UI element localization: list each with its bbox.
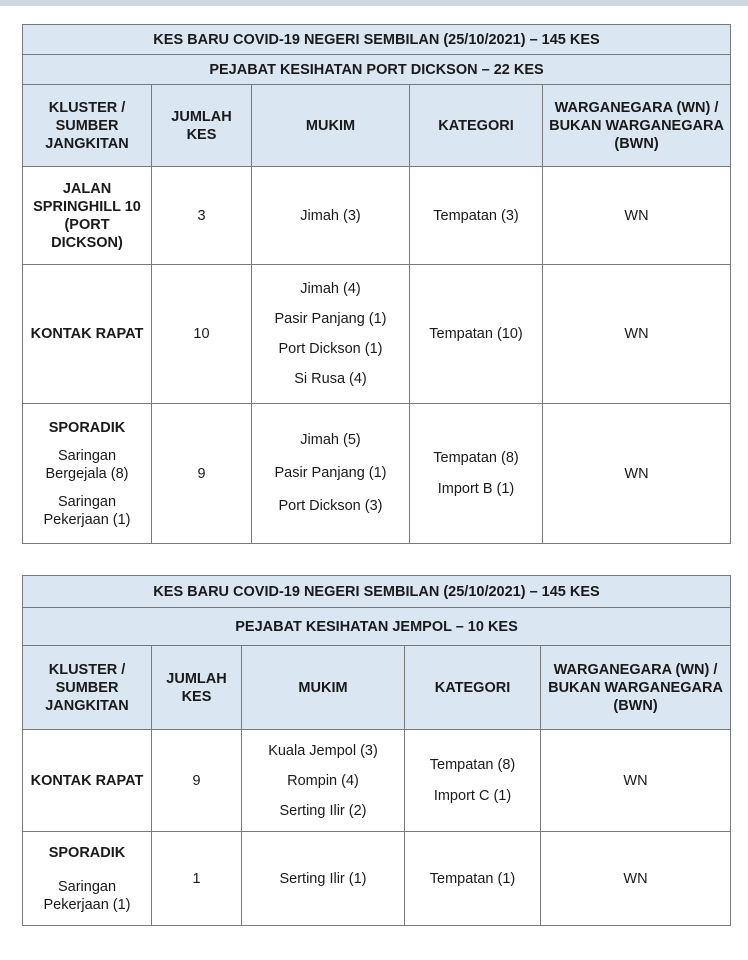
table-row: [23, 265, 731, 404]
cluster-cell: [23, 167, 152, 265]
kategori-item: Tempatan (8): [433, 449, 519, 466]
cluster-name: SPORADIK: [48, 844, 126, 861]
mukim-item: Pasir Panjang (1): [274, 465, 387, 481]
header-mukim: MUKIM: [252, 85, 410, 167]
mukim-item: Serting Ilir (1): [279, 870, 367, 887]
mukim-cell: [252, 167, 410, 265]
kategori-cell: [405, 832, 541, 926]
kategori-item: Import C (1): [433, 787, 512, 804]
mukim-item: Jimah (3): [300, 207, 361, 224]
cluster-name: KONTAK RAPAT: [30, 326, 144, 342]
mukim-item: Si Rusa (4): [294, 371, 367, 387]
header-kategori: KATEGORI: [410, 85, 543, 167]
table-title: KES BARU COVID-19 NEGERI SEMBILAN (25/10/2021) – 145 KES: [23, 576, 731, 608]
mukim-cell: [242, 730, 405, 832]
cluster-cell: [23, 730, 152, 832]
mukim-cell: [252, 404, 410, 544]
warganegara-cell: WN: [543, 404, 731, 544]
jumlah-cell: 9: [152, 404, 252, 544]
warganegara-cell: WN: [543, 167, 731, 265]
table-row: [23, 730, 731, 832]
mukim-cell: [242, 832, 405, 926]
header-mukim: MUKIM: [242, 646, 405, 730]
kategori-cell: [410, 265, 543, 404]
kategori-item: Tempatan (10): [429, 326, 523, 342]
mukim-item: Jimah (5): [300, 432, 361, 448]
kategori-cell: [410, 404, 543, 544]
cluster-name: JALAN SPRINGHILL 10 (PORT DICKSON): [33, 180, 141, 251]
mukim-item: Rompin (4): [287, 772, 359, 789]
top-edge-strip: [0, 0, 748, 6]
mukim-item: Jimah (4): [300, 281, 361, 297]
cluster-cell: [23, 404, 152, 544]
kategori-item: Tempatan (1): [429, 870, 516, 887]
mukim-cell: [252, 265, 410, 404]
cluster-cell: [23, 832, 152, 926]
table-row: [23, 832, 731, 926]
office-title: PEJABAT KESIHATAN JEMPOL – 10 KES: [23, 608, 731, 646]
kategori-cell: [405, 730, 541, 832]
kategori-item: Tempatan (8): [429, 756, 516, 773]
jumlah-cell: 9: [152, 730, 242, 832]
header-cluster: KLUSTER / SUMBER JANGKITAN: [23, 85, 152, 167]
header-jumlah: JUMLAH KES: [152, 646, 242, 730]
header-cluster: KLUSTER / SUMBER JANGKITAN: [23, 646, 152, 730]
kategori-cell: [410, 167, 543, 265]
cluster-name: SPORADIK: [48, 419, 126, 436]
jempol-table: [22, 575, 730, 926]
port-dickson-table: [22, 24, 730, 544]
mukim-item: Serting Ilir (2): [279, 802, 367, 819]
warganegara-cell: WN: [541, 730, 731, 832]
cluster-name: KONTAK RAPAT: [30, 772, 144, 789]
jumlah-cell: 1: [152, 832, 242, 926]
kategori-item: Import B (1): [437, 480, 515, 497]
cluster-sub: Saringan Pekerjaan (1): [43, 878, 131, 913]
cluster-cell: [23, 265, 152, 404]
mukim-item: Pasir Panjang (1): [274, 311, 387, 327]
cluster-sub: Saringan Bergejala (8): [45, 447, 129, 482]
cluster-sub: Saringan Pekerjaan (1): [43, 493, 131, 528]
warganegara-cell: WN: [543, 265, 731, 404]
table-row: [23, 404, 731, 544]
jumlah-cell: 10: [152, 265, 252, 404]
jumlah-cell: 3: [152, 167, 252, 265]
header-warganegara: WARGANEGARA (WN) / BUKAN WARGANEGARA (BWN): [541, 646, 731, 730]
kategori-item: Tempatan (3): [433, 207, 519, 224]
mukim-item: Kuala Jempol (3): [268, 742, 378, 759]
office-title: PEJABAT KESIHATAN PORT DICKSON – 22 KES: [23, 55, 731, 85]
table-title: KES BARU COVID-19 NEGERI SEMBILAN (25/10/2021) – 145 KES: [23, 25, 731, 55]
mukim-item: Port Dickson (3): [278, 498, 383, 514]
header-warganegara: WARGANEGARA (WN) / BUKAN WARGANEGARA (BWN): [543, 85, 731, 167]
header-jumlah: JUMLAH KES: [152, 85, 252, 167]
header-kategori: KATEGORI: [405, 646, 541, 730]
warganegara-cell: WN: [541, 832, 731, 926]
mukim-item: Port Dickson (1): [278, 341, 383, 357]
table-row: [23, 167, 731, 265]
